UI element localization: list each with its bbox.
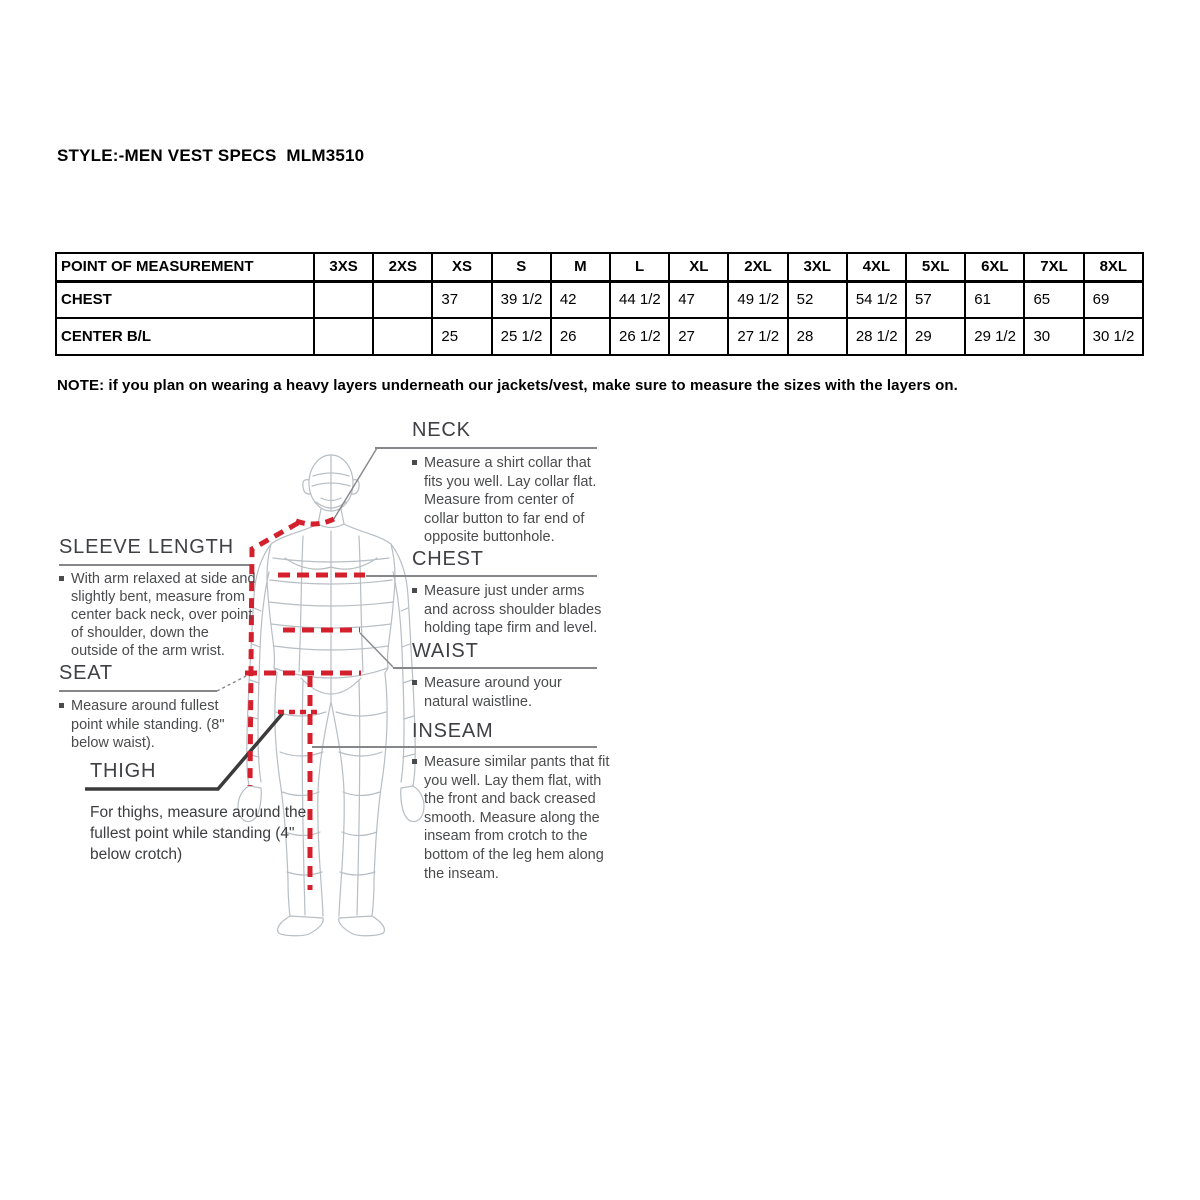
bullet-icon: [59, 703, 64, 708]
neck-text: Measure a shirt collar that fits you well. Lay collar flat. Measure from center of collar button to far end of opposite buttonhole.: [424, 455, 597, 546]
measurement-cell: 26: [551, 318, 610, 355]
measurement-cell: 65: [1024, 281, 1083, 318]
seat-text: Measure around fullest point while standing. (8" below waist).: [71, 698, 225, 752]
table-row: [56, 318, 1143, 355]
col-header-size: S: [492, 253, 551, 281]
size-table-body: [56, 281, 1143, 355]
measurement-cell: 61: [965, 281, 1024, 318]
measurement-cell: [314, 281, 373, 318]
measurement-cell: 47: [669, 281, 728, 318]
inseam-instructions: [412, 753, 616, 883]
measurement-cell: 39 1/2: [492, 281, 551, 318]
row-label: CENTER B/L: [56, 318, 314, 355]
measurement-cell: 54 1/2: [847, 281, 906, 318]
measurement-cell: 69: [1084, 281, 1143, 318]
table-row: [56, 281, 1143, 318]
col-header-size: 3XL: [788, 253, 847, 281]
size-table-head: [56, 253, 1143, 281]
col-header-size: L: [610, 253, 669, 281]
waist-text: Measure around your natural waistline.: [424, 675, 562, 710]
measurement-cell: 27: [669, 318, 728, 355]
col-header-size: M: [551, 253, 610, 281]
col-header-size: XS: [432, 253, 491, 281]
measurement-cell: 44 1/2: [610, 281, 669, 318]
bullet-icon: [412, 759, 417, 764]
measurement-cell: 30 1/2: [1084, 318, 1143, 355]
note-text: NOTE: if you plan on wearing a heavy layers underneath our jackets/vest, make sure to measure the sizes with the layers on.: [57, 377, 958, 394]
measurement-cell: 25: [432, 318, 491, 355]
page-title: STYLE:-MEN VEST SPECS MLM3510: [57, 146, 365, 165]
measurement-cell: 57: [906, 281, 965, 318]
col-header-size: 3XS: [314, 253, 373, 281]
measurement-cell: [314, 318, 373, 355]
size-chart-table: [55, 252, 1144, 356]
col-header-size: XL: [669, 253, 728, 281]
thigh-text: For thighs, measure around the fullest point while standing (4" below crotch): [90, 804, 307, 863]
measurement-cell: 42: [551, 281, 610, 318]
measurement-cell: 29: [906, 318, 965, 355]
col-header-size: 4XL: [847, 253, 906, 281]
inseam-text: Measure similar pants that fit you well. Lay them flat, with the front and back creased smooth. Measure along the inseam from crotch to the bottom of the leg hem along the inseam.: [424, 754, 610, 882]
col-header-size: 6XL: [965, 253, 1024, 281]
measurement-cell: 28 1/2: [847, 318, 906, 355]
measurement-cell: [373, 281, 432, 318]
measurement-cell: 37: [432, 281, 491, 318]
col-header-size: 7XL: [1024, 253, 1083, 281]
sleeve-length-instructions: [59, 570, 257, 660]
chest-heading: CHEST: [412, 548, 484, 570]
seat-instructions: [59, 697, 231, 753]
measurement-cell: [373, 318, 432, 355]
waist-heading: WAIST: [412, 640, 479, 662]
col-header-size: 2XL: [728, 253, 787, 281]
seat-heading: SEAT: [59, 662, 113, 684]
measurement-cell: 26 1/2: [610, 318, 669, 355]
sleeve-length-text: With arm relaxed at side and slightly bent, measure from center back neck, over point of shoulder, down the outside of the arm wrist.: [71, 571, 256, 659]
chest-instructions: [412, 582, 610, 638]
bullet-icon: [59, 576, 64, 581]
bullet-icon: [412, 460, 417, 465]
measurement-cell: 49 1/2: [728, 281, 787, 318]
measurement-guide-diagram: [55, 410, 610, 940]
chest-text: Measure just under arms and across shoulder blades holding tape firm and level.: [424, 583, 602, 637]
measurement-cell: 29 1/2: [965, 318, 1024, 355]
col-header-size: 2XS: [373, 253, 432, 281]
measurement-cell: 25 1/2: [492, 318, 551, 355]
row-label: CHEST: [56, 281, 314, 318]
col-header-size: 5XL: [906, 253, 965, 281]
inseam-heading: INSEAM: [412, 720, 494, 742]
bullet-icon: [412, 588, 417, 593]
waist-instructions: [412, 674, 568, 711]
sleeve-length-heading: SLEEVE LENGTH: [59, 536, 234, 558]
bullet-icon: [412, 680, 417, 685]
measurement-cell: 28: [788, 318, 847, 355]
col-header-point-of-measurement: POINT OF MEASUREMENT: [56, 253, 314, 281]
neck-instructions: [412, 454, 604, 547]
thigh-heading: THIGH: [90, 760, 157, 782]
measurement-cell: 52: [788, 281, 847, 318]
measurement-cell: 27 1/2: [728, 318, 787, 355]
measurement-cell: 30: [1024, 318, 1083, 355]
neck-heading: NECK: [412, 419, 471, 441]
size-table-head-row: [56, 253, 1143, 281]
thigh-instructions: [90, 802, 312, 865]
col-header-size: 8XL: [1084, 253, 1143, 281]
